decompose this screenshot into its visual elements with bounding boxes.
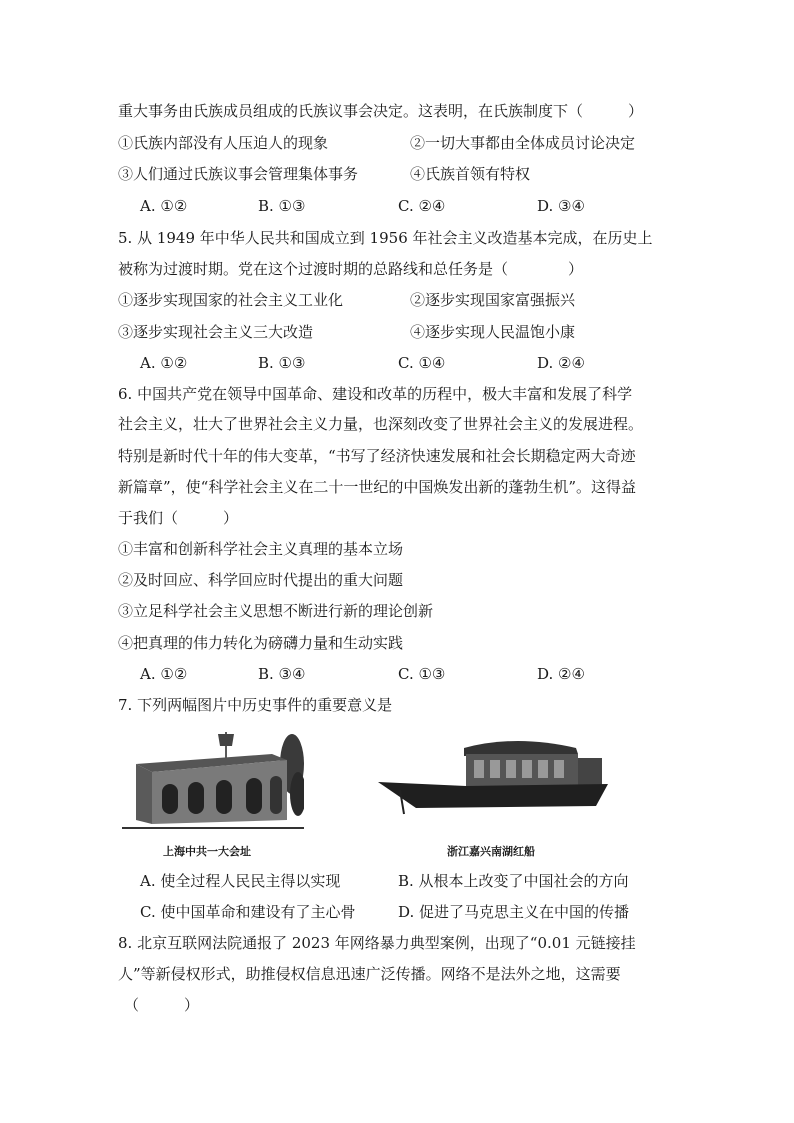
q6-option-a[interactable]: A. ①② — [140, 665, 188, 683]
q6-stem-line-1: 6. 中国共产党在领导中国革命、建设和改革的历程中，极大丰富和发展了科学 — [118, 385, 633, 403]
q5-option-c[interactable]: C. ①④ — [398, 354, 446, 372]
q6-stem-line-4: 新篇章”，使“科学社会主义在二十一世纪的中国焕发出新的蓬勃生机”。这得益 — [118, 478, 637, 496]
q6-option-c[interactable]: C. ①③ — [398, 665, 446, 683]
caption-left: 上海中共一大会址 — [163, 845, 251, 858]
q4-statement-4: ④氏族首领有特权 — [410, 165, 531, 183]
q4-option-a[interactable]: A. ①② — [140, 197, 188, 215]
q6-stem-line-3: 特别是新时代十年的伟大变革，“书写了经济快速发展和社会长期稳定两大奇迹 — [118, 447, 636, 465]
q8-stem-line-1: 8. 北京互联网法院通报了 2023 年网络暴力典型案例，出现了“0.01 元链接挂 — [118, 934, 636, 952]
q8-stem-line-2: 人”等新侵权形式，助推侵权信息迅速广泛传播。网络不是法外之地，这需要 — [118, 965, 621, 983]
cpc-first-congress-site-image — [122, 724, 304, 832]
caption-right: 浙江嘉兴南湖红船 — [447, 845, 535, 858]
q7-stem: 7. 下列两幅图片中历史事件的重要意义是 — [118, 696, 393, 714]
q5-statement-3: ③逐步实现社会主义三大改造 — [118, 323, 314, 341]
q6-statement-3: ③立足科学社会主义思想不断进行新的理论创新 — [118, 602, 434, 620]
q4-statement-3: ③人们通过氏族议事会管理集体事务 — [118, 165, 359, 183]
q8-stem-line-3: （ ） — [124, 996, 200, 1014]
q4-option-b[interactable]: B. ①③ — [258, 197, 306, 215]
red-boat-image — [376, 734, 612, 824]
q7-option-a[interactable]: A. 使全过程人民民主得以实现 — [140, 872, 341, 890]
q5-statement-2: ②逐步实现国家富强振兴 — [410, 291, 576, 309]
q6-option-b[interactable]: B. ③④ — [258, 665, 306, 683]
q6-statement-4: ④把真理的伟力转化为磅礴力量和生动实践 — [118, 634, 404, 652]
q7-option-c[interactable]: C. 使中国革命和建设有了主心骨 — [140, 903, 356, 921]
q6-stem-line-2: 社会主义，壮大了世界社会主义力量，也深刻改变了世界社会主义的发展进程。 — [118, 415, 644, 433]
q6-stem-line-5: 于我们（ ） — [118, 509, 239, 527]
q6-statement-1: ①丰富和创新科学社会主义真理的基本立场 — [118, 540, 404, 558]
q5-stem-line-2: 被称为过渡时期。党在这个过渡时期的总路线和总任务是（ ） — [118, 260, 584, 278]
q5-option-d[interactable]: D. ②④ — [537, 354, 585, 372]
q7-option-d[interactable]: D. 促进了马克思主义在中国的传播 — [398, 903, 630, 921]
q7-option-b[interactable]: B. 从根本上改变了中国社会的方向 — [398, 872, 629, 890]
q4-option-d[interactable]: D. ③④ — [537, 197, 585, 215]
q4-stem: 重大事务由氏族成员组成的氏族议事会决定。这表明，在氏族制度下（ ） — [118, 102, 644, 120]
q6-statement-2: ②及时回应、科学回应时代提出的重大问题 — [118, 571, 404, 589]
q4-statement-2: ②一切大事都由全体成员讨论决定 — [410, 134, 636, 152]
q5-option-a[interactable]: A. ①② — [140, 354, 188, 372]
q5-option-b[interactable]: B. ①③ — [258, 354, 306, 372]
q5-statement-4: ④逐步实现人民温饱小康 — [410, 323, 576, 341]
q4-option-c[interactable]: C. ②④ — [398, 197, 446, 215]
q6-option-d[interactable]: D. ②④ — [537, 665, 585, 683]
q5-statement-1: ①逐步实现国家的社会主义工业化 — [118, 291, 344, 309]
q5-stem-line-1: 5. 从 1949 年中华人民共和国成立到 1956 年社会主义改造基本完成，在历史上 — [118, 229, 653, 247]
q4-statement-1: ①氏族内部没有人压迫人的现象 — [118, 134, 329, 152]
